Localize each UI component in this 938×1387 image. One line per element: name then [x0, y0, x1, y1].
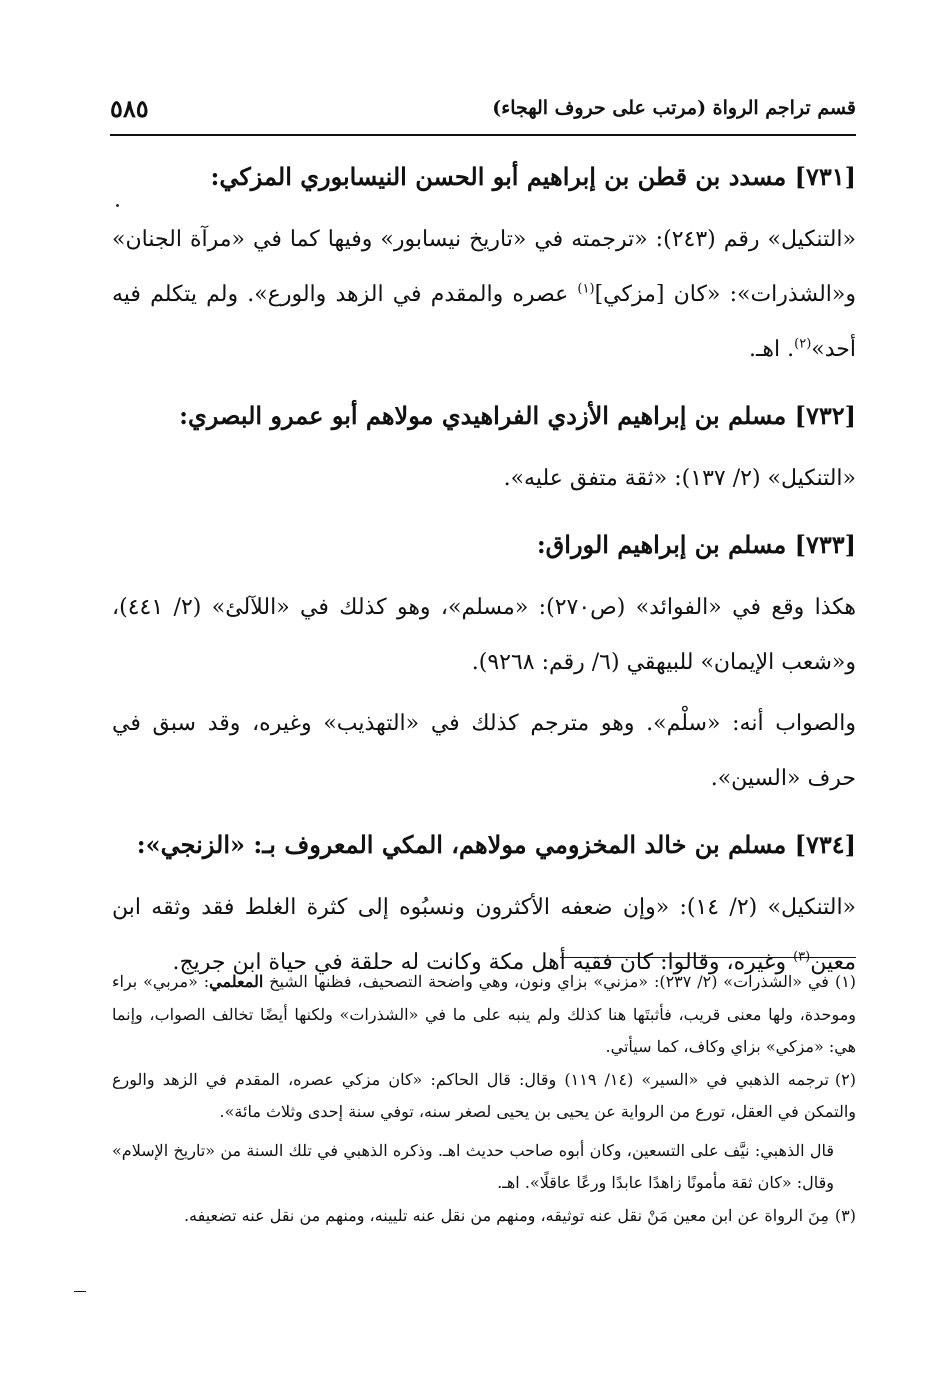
entry-paragraph-733a: هكذا وقع في «الفوائد» (ص٢٧٠): «مسلم»، وهو كذلك في «اللآلئ» (٢/ ٤٤١)، و«شعب الإيمان» للبيهقي (٦/ رقم: ٩٢٦٨). — [112, 595, 857, 675]
footnote-text: ترجمه الذهبي في «السير» (١٤/ ١١٩) وقال: قال الحاكم: «كان مزكي عصره، المقدم في الزهد والورع والتمكن في العقل، تورع من الرواية عن يحيى بن يحيى لصغر سنه، توفي سنة إحدى وثلاث مائة». — [112, 1069, 856, 1121]
entry-text: «التنكيل» (٢/ ١٤): «وإن ضعفه الأكثرون ونسبُوه إلى كثرة الغلط فقد وثقه ابن معين — [112, 895, 857, 975]
entry-heading-733: [٧٣٣] مسلم بن إبراهيم الوراق: — [536, 530, 856, 559]
entry-heading-734: [٧٣٤] مسلم بن خالد المخزومي مولاهم، المكي المعروف بـ: «الزنجي»: — [136, 830, 856, 859]
entry-paragraph-732: «التنكيل» (٢/ ١٣٧): «ثقة متفق عليه». — [503, 466, 856, 491]
entry-paragraph-731 — [112, 212, 856, 377]
footnote-2-continuation: قال الذهبي: نيَّف على التسعين، وكان أبوه صاحب حديث اهـ. وذكره الذهبي في تلك السنة من «تاريخ الإسلام» وقال: «كان ثقة مأمونًا زاهدًا عابدًا ورعًا عاقلًا». اهـ. — [112, 1140, 834, 1192]
footnote-number: (٣) — [834, 1205, 856, 1225]
entry-text: «التنكيل» رقم (٢٤٣): «ترجمته في «تاريخ نيسابور» وفيها كما في «مرآة الجنان» و«الشذرات»: «كان [مزكي] — [112, 227, 856, 307]
running-title: قسم تراجم الرواة (مرتب على حروف الهجاء) — [492, 97, 856, 119]
footnote-2 — [112, 1064, 856, 1129]
footnote-number: (٢) — [834, 1069, 856, 1089]
footnotes — [112, 966, 856, 1232]
entry-heading-732: [٧٣٢] مسلم بن إبراهيم الأزدي الفراهيدي مولاهم أبو عمرو البصري: — [179, 401, 856, 430]
footnote-ref-2[interactable]: (٢) — [794, 336, 812, 352]
footnote-1 — [112, 966, 856, 1064]
page-number: ٥٨٥ — [110, 93, 149, 123]
entry-heading-731: [٧٣١] مسدد بن قطن بن إبراهيم أبو الحسن النيسابوري المزكي: — [210, 162, 856, 191]
footnote-text: في «الشذرات» (٢/ ٢٣٧): «مزني» بزاي ونون، وهي واضحة التصحيف، فظنها الشيخ — [263, 972, 829, 991]
footnote-3 — [112, 1200, 856, 1233]
footnote-ref-3[interactable]: (٣) — [793, 949, 811, 965]
entry-text: وغيره، وقالوا: كان فقيه أهل مكة وكانت له حلقة في حياة ابن جريج. — [172, 950, 794, 975]
entry-text: عصره والمقدم في الزهد والورع». ولم يتكلم فيه أحد» — [112, 282, 856, 362]
page-header — [110, 88, 856, 128]
footnote-bold-name: المعلمي — [209, 972, 264, 991]
entry-paragraph-733b: والصواب أنه: «سلْم». وهو مترجم كذلك في «التهذيب» وغيره، وقد سبق في حرف «السين». — [112, 711, 856, 791]
entry-text: . اهـ. — [748, 337, 795, 362]
header-divider — [110, 134, 856, 136]
footnote-ref-1[interactable]: (١) — [577, 281, 595, 297]
margin-mark — [74, 1291, 86, 1292]
footnote-text: : «مربي» براء وموحدة، ولها معنى قريب، فأثبتَها هنا كذلك ولم ينبه على ما في «الشذرات» ولكنها أيضًا تخالف الصواب، وإنما هي: «مزكي» بزاي وكاف، كما سيأتي. — [112, 972, 856, 1056]
footnote-divider — [560, 957, 856, 958]
footnote-number: (١) — [834, 972, 857, 991]
footnote-text: مِنَ الرواة عن ابن معين مَنْ نقل عنه توثيقه، ومنهم من نقل عنه تليينه، ومنهم من نقل عنه تضعيفه. — [183, 1205, 829, 1225]
main-text — [112, 160, 856, 996]
